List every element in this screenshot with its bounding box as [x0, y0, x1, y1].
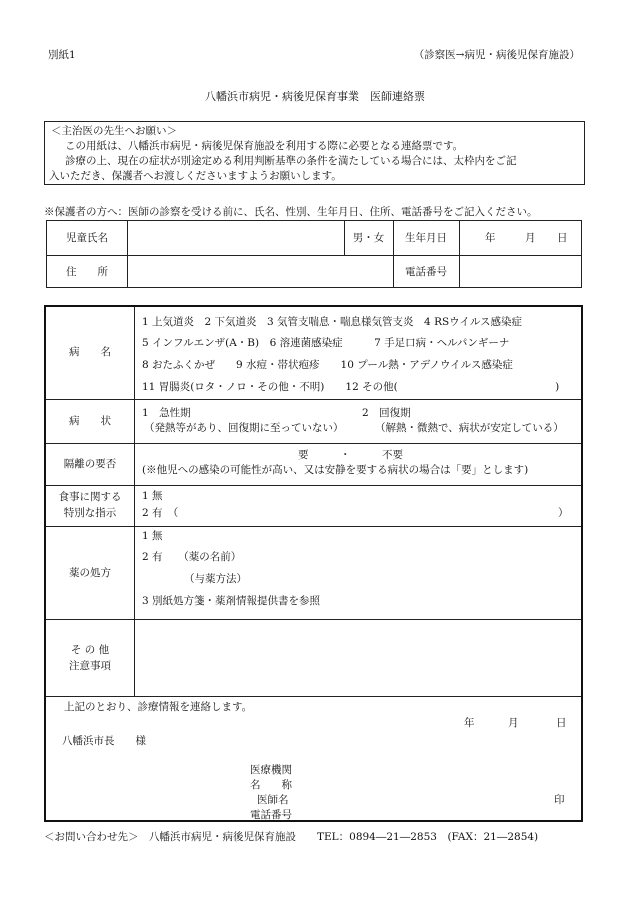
- diet-option-none[interactable]: 1 無: [142, 490, 163, 502]
- isolation-note: (※他児への感染の可能性が高い、又は安静を要する病状の場合は「要」とします): [142, 464, 529, 476]
- footer-contact: ＜お問い合わせ先＞ 八幡浜市病児・病後児保育施設 TEL：0894―21―2853 (FAX：21―2854): [44, 831, 539, 843]
- institution-name-label: 名 称: [250, 779, 292, 791]
- notice-heading: ＜主治医の先生へお願い＞: [51, 125, 177, 137]
- disease-line-2[interactable]: 5 インフルエンザ(A・B) 6 溶連菌感染症 7 手足口病・ヘルパンギーナ: [142, 337, 510, 349]
- symptom-acute-note: （発熱等があり、回復期に至っていない）: [144, 422, 344, 434]
- isolation-label: 隔離の要否: [63, 458, 117, 470]
- child-name-field[interactable]: [131, 225, 339, 251]
- date-month: 月: [508, 717, 519, 729]
- disease-label: 病 名: [69, 346, 111, 358]
- date-day: 日: [556, 717, 567, 729]
- notice-line-1: この用紙は、八幡浜市病児・病後児保育施設を利用する際に必要となる連絡票です。: [65, 140, 464, 152]
- medicine-method: （与薬方法）: [184, 573, 247, 585]
- disease-line-4[interactable]: 11 胃腸炎(ロタ・ノロ・その他・不明) 12 その他( ): [142, 381, 560, 393]
- form-route: （診察医→病児・病後児保育施設）: [413, 49, 580, 61]
- symptom-recovery[interactable]: 2 回復期: [362, 407, 411, 419]
- diet-label-2: 特別な指示: [63, 507, 117, 519]
- notice-line-2: 診療の上、現在の症状が別途定める利用判断基準の条件を満たしている場合には、太枠内をご記: [65, 155, 517, 167]
- dob-day: 日: [557, 232, 568, 244]
- institution-label: 医療機関: [250, 764, 292, 776]
- disease-line-1[interactable]: 1 上気道炎 2 下気道炎 3 気管支喘息・喘息様気管支炎 4 RSウイルス感染症: [142, 316, 523, 328]
- guardian-instruction: ※保護者の方へ：医師の診察を受ける前に、氏名、性別、生年月日、住所、電話番号をご記入ください。: [44, 206, 538, 218]
- notice-box: [44, 121, 585, 185]
- form-number: 別紙1: [48, 49, 76, 61]
- medicine-option-none[interactable]: 1 無: [142, 530, 163, 542]
- diet-close-paren: ）: [558, 507, 569, 519]
- medicine-option-yes[interactable]: 2 有 （薬の名前）: [142, 551, 242, 563]
- institution-phone-label: 電話番号: [250, 809, 292, 821]
- page-title: 八幡浜市病児・病後児保育事業 医師連絡票: [205, 90, 425, 103]
- phone-label: 電話番号: [405, 266, 447, 278]
- address-label: 住 所: [66, 266, 108, 278]
- sex-select[interactable]: 男・女: [352, 232, 385, 244]
- diet-option-yes[interactable]: 2 有 （: [142, 507, 179, 519]
- other-notes-field[interactable]: [140, 623, 576, 691]
- notice-line-3: 入いただき、保護者へお渡しくださいますようお願いします。: [49, 170, 342, 182]
- seal-mark: 印: [554, 794, 565, 806]
- contact-statement: 上記のとおり、診療情報を連絡します。: [64, 701, 253, 713]
- isolation-options[interactable]: 要 ・ 不要: [298, 449, 403, 461]
- dob-month: 月: [525, 232, 536, 244]
- doctor-name-label: 医師名: [257, 794, 289, 806]
- diet-label-1: 食事に関する: [58, 491, 122, 503]
- medicine-label: 薬の処方: [69, 567, 111, 579]
- guardian-table: [46, 220, 582, 288]
- medicine-option-attached[interactable]: 3 別紙処方箋・薬剤情報提供書を参照: [142, 595, 321, 607]
- phone-field[interactable]: [463, 259, 577, 285]
- physician-frame: [44, 305, 583, 822]
- mayor-address: 八幡浜市長 様: [62, 735, 146, 747]
- other-label-2: 注意事項: [69, 660, 111, 672]
- symptom-label: 病 状: [69, 415, 111, 427]
- address-field[interactable]: [131, 259, 389, 285]
- date-year: 年: [464, 717, 475, 729]
- dob-label: 生年月日: [405, 232, 447, 244]
- disease-line-3[interactable]: 8 おたふくかぜ 9 水痘・帯状疱疹 10 プール熱・アデノウイルス感染症: [142, 359, 513, 371]
- symptom-recovery-note: （解熱・微熱で、病状が安定している）: [375, 422, 564, 434]
- child-name-label: 児童氏名: [66, 232, 108, 244]
- other-label-1: そ の 他: [70, 644, 110, 656]
- symptom-acute[interactable]: 1 急性期: [142, 407, 191, 419]
- dob-year: 年: [485, 232, 496, 244]
